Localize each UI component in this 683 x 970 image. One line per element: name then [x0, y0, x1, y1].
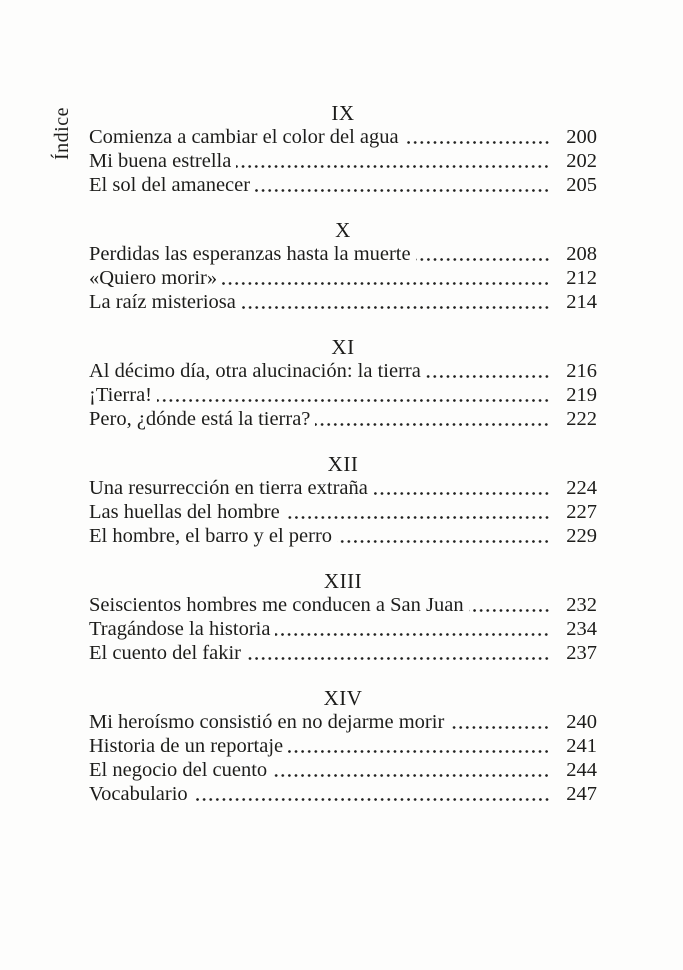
toc-entry — [89, 149, 597, 173]
toc-entry-page: 240 — [566, 711, 597, 733]
toc-entry-page: 219 — [566, 384, 597, 406]
dot-leader — [246, 656, 550, 661]
section-numeral: XIII — [323, 569, 363, 593]
toc-entry-title: Una resurrección en tierra extraña — [89, 477, 368, 499]
dot-leader — [157, 398, 550, 403]
toc-entry — [89, 125, 597, 149]
toc-entry-page: 214 — [566, 291, 597, 313]
dot-leader — [272, 773, 550, 778]
toc-entry — [89, 617, 597, 641]
dot-leader — [193, 797, 550, 802]
toc-section-xii — [89, 452, 597, 548]
section-numeral: XIV — [323, 686, 363, 710]
toc-entry-page: 237 — [566, 642, 597, 664]
toc-entry-title: Vocabulario — [89, 783, 188, 805]
toc-entry-title: Tragándose la historia — [89, 618, 271, 640]
dot-leader — [275, 632, 550, 637]
toc-entry-title: Perdidas las esperanzas hasta la muerte — [89, 243, 411, 265]
toc-entry-title: El hombre, el barro y el perro — [89, 525, 333, 547]
toc-entry-page: 208 — [566, 243, 597, 265]
toc-entry — [89, 524, 597, 548]
toc-entry-title: El negocio del cuento — [89, 759, 268, 781]
dot-leader — [241, 305, 550, 310]
toc-entry-page: 247 — [566, 783, 597, 805]
dot-leader — [426, 374, 550, 379]
toc-entry-page: 232 — [566, 594, 597, 616]
toc-entry-page: 234 — [566, 618, 597, 640]
dot-leader — [255, 188, 550, 193]
dot-leader — [288, 749, 550, 754]
section-numeral: IX — [331, 101, 355, 125]
toc-entry — [89, 782, 597, 806]
section-numeral: XII — [327, 452, 359, 476]
toc-entry-page: 224 — [566, 477, 597, 499]
toc-entry-page: 212 — [566, 267, 597, 289]
toc-entry — [89, 641, 597, 665]
dot-leader — [449, 725, 550, 730]
toc-entry-title: Mi buena estrella — [89, 150, 232, 172]
toc-entry-title: Mi heroísmo consistió en no dejarme morir — [89, 711, 445, 733]
table-of-contents — [89, 101, 597, 806]
dot-leader — [373, 491, 550, 496]
toc-entry-page: 216 — [566, 360, 597, 382]
toc-entry — [89, 476, 597, 500]
toc-entry-title: ¡Tierra! — [89, 384, 153, 406]
toc-entry-title: El cuento del fakir — [89, 642, 241, 664]
toc-entry-title: El sol del amanecer — [89, 174, 251, 196]
toc-entry-page: 244 — [566, 759, 597, 781]
toc-entry — [89, 593, 597, 617]
toc-entry-page: 229 — [566, 525, 597, 547]
dot-leader — [469, 608, 550, 613]
toc-entry-page: 202 — [566, 150, 597, 172]
section-numeral: XI — [331, 335, 355, 359]
section-numeral: X — [335, 218, 351, 242]
toc-entry — [89, 359, 597, 383]
toc-section-x — [89, 218, 597, 314]
toc-entry-title: Historia de un reportaje — [89, 735, 284, 757]
toc-entry-title: Las huellas del hombre — [89, 501, 280, 523]
toc-entry — [89, 242, 597, 266]
dot-leader — [416, 257, 550, 262]
toc-entry — [89, 734, 597, 758]
toc-entry — [89, 710, 597, 734]
toc-entry — [89, 407, 597, 431]
toc-section-xiv — [89, 686, 597, 806]
toc-entry-page: 205 — [566, 174, 597, 196]
dot-leader — [285, 515, 550, 520]
dot-leader — [236, 164, 550, 169]
toc-entry — [89, 266, 597, 290]
toc-entry-page: 222 — [566, 408, 597, 430]
toc-entry — [89, 758, 597, 782]
toc-section-xi — [89, 335, 597, 431]
toc-entry — [89, 500, 597, 524]
toc-entry-title: La raíz misteriosa — [89, 291, 236, 313]
dot-leader — [315, 422, 550, 427]
dot-leader — [337, 539, 550, 544]
toc-section-ix — [89, 101, 597, 197]
toc-entry — [89, 173, 597, 197]
dot-leader — [404, 140, 550, 145]
toc-entry-page: 241 — [566, 735, 597, 757]
toc-entry-title: «Quiero morir» — [89, 267, 218, 289]
side-margin-label: Índice — [51, 107, 73, 160]
toc-entry-title: Pero, ¿dónde está la tierra? — [89, 408, 311, 430]
toc-entry-title: Comienza a cambiar el color del agua — [89, 126, 399, 148]
toc-entry — [89, 383, 597, 407]
toc-entry-title: Seiscientos hombres me conducen a San Juan — [89, 594, 464, 616]
toc-entry-page: 227 — [566, 501, 597, 523]
toc-entry-title: Al décimo día, otra alucinación: la tierra — [89, 360, 421, 382]
toc-entry-page: 200 — [566, 126, 597, 148]
dot-leader — [222, 281, 550, 286]
toc-section-xiii — [89, 569, 597, 665]
toc-entry — [89, 290, 597, 314]
